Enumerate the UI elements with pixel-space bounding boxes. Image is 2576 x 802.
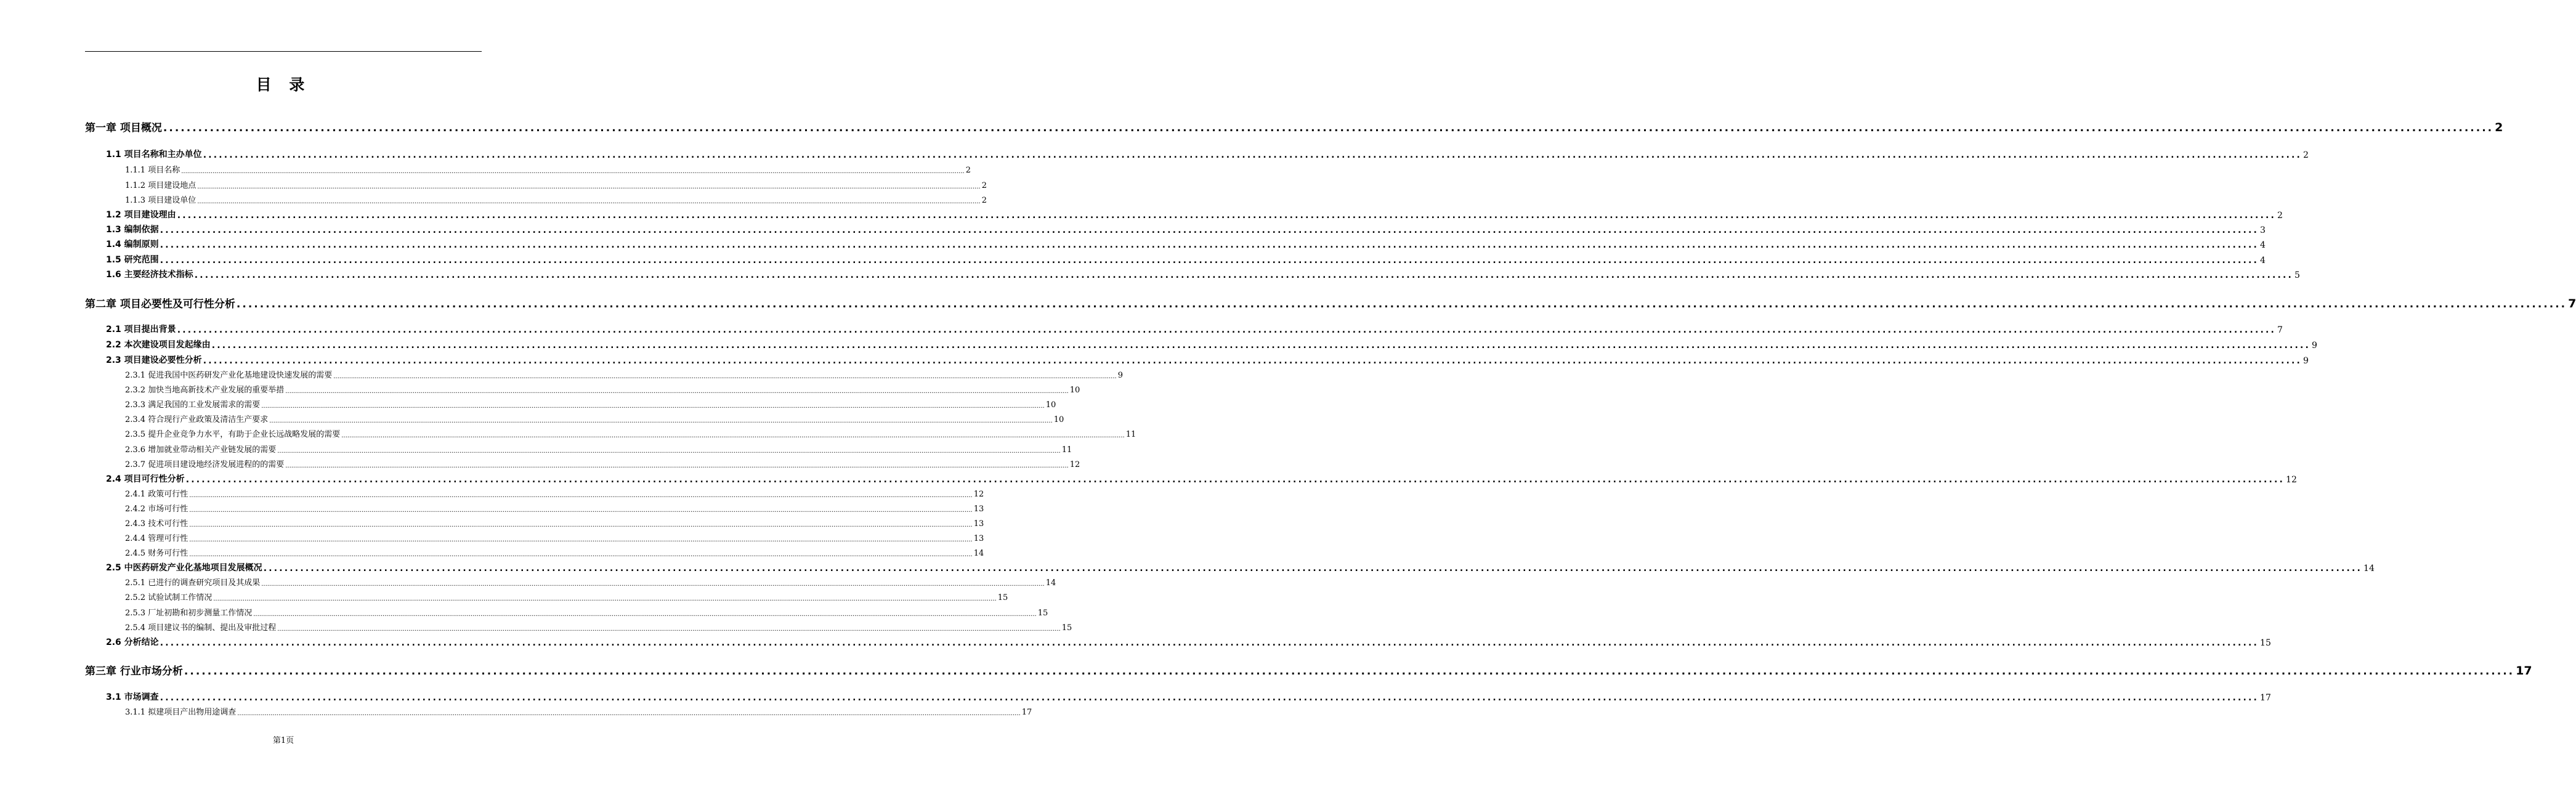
toc-leader-dots: ................................................................................................................................................................................................................................................................................................................................................................................................................ — [197, 184, 981, 190]
toc-entry[interactable] — [106, 268, 2300, 280]
toc-entry-page: 10 — [1069, 386, 1080, 395]
toc-entry-page: 10 — [1053, 415, 1064, 424]
toc-entry-label: 3.1 市场调查 — [106, 692, 159, 702]
toc-entry-label: 1.4 编制原则 — [106, 240, 159, 249]
toc-entry[interactable] — [125, 487, 984, 499]
toc-entry-page: 12 — [2286, 475, 2297, 485]
toc-leader-dots: ................................................................................................................................................................................................................................................................................................................................................................................................................ — [261, 403, 1045, 410]
toc-leader-dots: ................................................................................................................................................................................................................................................................................................................................................................................................................ — [203, 150, 2303, 160]
toc-leader-dots: ................................................................................................................................................................................................................................................................................................................................................................................................................ — [203, 356, 2303, 366]
toc-entry-page: 13 — [973, 504, 984, 514]
toc-leader-dots: ................................................................................................................................................................................................................................................................................................................................................................................................................ — [160, 256, 2259, 265]
toc-leader-dots: ................................................................................................................................................................................................................................................................................................................................................................................................................ — [184, 665, 2515, 678]
toc-entry[interactable] — [125, 443, 1072, 455]
toc-leader-dots: ................................................................................................................................................................................................................................................................................................................................................................................................................ — [341, 432, 1125, 439]
toc-entry-label: 2.4.2 市场可行性 — [125, 504, 188, 514]
toc-leader-dots: ................................................................................................................................................................................................................................................................................................................................................................................................................ — [163, 122, 2494, 134]
toc-entry-label: 2.3.5 提升企业竞争力水平，有助于企业长远战略发展的需要 — [125, 430, 341, 439]
toc-entry-label: 1.2 项目建设理由 — [106, 210, 176, 220]
toc-entry-page: 9 — [2303, 356, 2309, 366]
toc-entry-label: 2.5 中医药研发产业化基地项目发展概况 — [106, 563, 262, 573]
toc-leader-dots: ................................................................................................................................................................................................................................................................................................................................................................................................................ — [177, 211, 2277, 221]
toc-entry-page: 14 — [1045, 578, 1056, 588]
toc-entry[interactable] — [125, 576, 1056, 588]
toc-entry-page: 9 — [2312, 341, 2317, 350]
toc-entry[interactable] — [106, 208, 2283, 221]
page-footer: 第1页 — [272, 736, 294, 745]
toc-entry-page: 12 — [973, 490, 984, 499]
toc-entry[interactable] — [106, 323, 2283, 335]
toc-entry-label: 1.1 项目名称和主办单位 — [106, 150, 202, 160]
toc-entry-page: 4 — [2260, 240, 2266, 250]
toc-entry[interactable] — [125, 705, 1032, 717]
toc-entry-page: 15 — [997, 593, 1008, 602]
page-title: 目 录 — [256, 76, 311, 94]
toc-leader-dots: ................................................................................................................................................................................................................................................................................................................................................................................................................ — [236, 298, 2567, 310]
toc-leader-dots: ................................................................................................................................................................................................................................................................................................................................................................................................................ — [261, 581, 1045, 588]
toc-leader-dots: ................................................................................................................................................................................................................................................................................................................................................................................................................ — [285, 388, 1069, 395]
toc-leader-dots: ................................................................................................................................................................................................................................................................................................................................................................................................................ — [211, 341, 2311, 350]
toc-entry-label: 2.4.1 政策可行性 — [125, 490, 188, 499]
toc-leader-dots: ................................................................................................................................................................................................................................................................................................................................................................................................................ — [269, 418, 1053, 424]
toc-entry-page: 2 — [981, 196, 987, 205]
toc-entry-label: 2.4.4 管理可行性 — [125, 534, 188, 543]
toc-leader-dots: ................................................................................................................................................................................................................................................................................................................................................................................................................ — [181, 168, 965, 175]
toc-entry-label: 1.6 主要经济技术指标 — [106, 270, 193, 280]
toc-entry[interactable] — [106, 691, 2271, 703]
toc-entry-label: 2.3 项目建设必要性分析 — [106, 355, 202, 365]
toc-entry-label: 2.3.2 加快当地高新技术产业发展的重要举措 — [125, 386, 285, 395]
toc-leader-dots: ................................................................................................................................................................................................................................................................................................................................................................................................................ — [285, 463, 1069, 469]
toc-entry[interactable] — [125, 517, 984, 529]
toc-entry-label: 1.1.1 项目名称 — [125, 166, 180, 175]
toc-leader-dots: ................................................................................................................................................................................................................................................................................................................................................................................................................ — [189, 522, 973, 529]
toc-entry-label: 2.3.6 增加就业带动相关产业链发展的需要 — [125, 445, 277, 455]
toc-entry-label: 第三章 行业市场分析 — [85, 665, 183, 678]
toc-entry-page: 17 — [1021, 708, 1032, 717]
toc-leader-dots: ................................................................................................................................................................................................................................................................................................................................................................................................................ — [197, 198, 981, 205]
toc-entry[interactable] — [125, 458, 1080, 469]
toc-entry-page: 9 — [1117, 371, 1123, 380]
toc-entry-label: 2.5.4 项目建议书的编制、提出及审批过程 — [125, 623, 277, 633]
toc-entry[interactable] — [125, 398, 1056, 410]
toc-entry-label: 2.3.3 满足我国的工业发展需求的需要 — [125, 400, 261, 410]
toc-leader-dots: ................................................................................................................................................................................................................................................................................................................................................................................................................ — [189, 551, 973, 558]
toc-entry-label: 2.5.2 试验试制工作情况 — [125, 593, 213, 602]
toc-entry[interactable] — [85, 121, 2503, 134]
toc-leader-dots: ................................................................................................................................................................................................................................................................................................................................................................................................................ — [160, 693, 2259, 703]
toc-entry-page: 15 — [2260, 638, 2271, 648]
toc-leader-dots: ................................................................................................................................................................................................................................................................................................................................................................................................................ — [160, 638, 2259, 648]
toc-entry-page: 11 — [1125, 430, 1136, 439]
toc-entry-page: 17 — [2516, 664, 2532, 678]
toc-entry-page: 11 — [1061, 445, 1072, 455]
toc-leader-dots: ................................................................................................................................................................................................................................................................................................................................................................................................................ — [194, 270, 2294, 280]
toc-entry[interactable] — [125, 621, 1072, 633]
toc-entry[interactable] — [125, 546, 984, 558]
toc-leader-dots: ................................................................................................................................................................................................................................................................................................................................................................................................................ — [213, 596, 997, 602]
toc-entry-page: 15 — [1037, 609, 1048, 618]
toc-entry[interactable] — [125, 532, 984, 543]
toc-entry-page: 14 — [973, 549, 984, 558]
toc-entry-label: 2.4.5 财务可行性 — [125, 549, 188, 558]
toc-leader-dots: ................................................................................................................................................................................................................................................................................................................................................................................................................ — [177, 325, 2277, 335]
toc-entry[interactable] — [106, 472, 2297, 485]
toc-entry-label: 3.1.1 拟建项目产出物用途调查 — [125, 708, 237, 717]
toc-entry[interactable] — [106, 238, 2266, 250]
toc-entry-page: 15 — [1061, 623, 1072, 633]
toc-entry-page: 5 — [2295, 270, 2300, 280]
toc-entry-page: 2 — [2277, 211, 2283, 221]
toc-leader-dots: ................................................................................................................................................................................................................................................................................................................................................................................................................ — [237, 710, 1021, 717]
toc-entry-label: 2.4.3 技术可行性 — [125, 519, 188, 529]
header-rule — [85, 51, 482, 52]
toc-leader-dots: ................................................................................................................................................................................................................................................................................................................................................................................................................ — [189, 492, 973, 499]
toc-entry[interactable] — [125, 163, 971, 175]
toc-entry-label: 第二章 项目必要性及可行性分析 — [85, 298, 235, 310]
toc-entry-label: 2.5.1 已进行的调查研究项目及其成果 — [125, 578, 261, 588]
toc-entry[interactable] — [106, 148, 2309, 160]
toc-entry[interactable] — [125, 413, 1064, 424]
toc-entry-page: 2 — [2495, 121, 2503, 134]
toc-entry[interactable] — [106, 253, 2266, 265]
toc-leader-dots: ................................................................................................................................................................................................................................................................................................................................................................................................................ — [160, 225, 2259, 235]
toc-entry-page: 3 — [2260, 225, 2266, 235]
toc-entry-label: 第一章 项目概况 — [85, 122, 162, 134]
toc-leader-dots: ................................................................................................................................................................................................................................................................................................................................................................................................................ — [277, 448, 1061, 455]
toc-leader-dots: ................................................................................................................................................................................................................................................................................................................................................................................................................ — [160, 240, 2259, 250]
toc-entry-label: 2.3.4 符合现行产业政策及清洁生产要求 — [125, 415, 269, 424]
toc-entry[interactable] — [106, 354, 2309, 366]
toc-entry-page: 2 — [2303, 150, 2309, 160]
toc-entry[interactable] — [106, 561, 2375, 573]
toc-entry[interactable] — [125, 368, 1123, 380]
toc-entry[interactable] — [125, 591, 1008, 602]
toc-entry-label: 1.1.2 项目建设地点 — [125, 181, 196, 190]
toc-entry-page: 7 — [2568, 297, 2576, 310]
toc-entry[interactable] — [125, 179, 987, 190]
toc-entry-label: 2.3.1 促进我国中医药研发产业化基地建设快速发展的需要 — [125, 371, 333, 380]
toc-entry[interactable] — [125, 427, 1136, 439]
toc-entry[interactable] — [125, 193, 987, 205]
toc-entry[interactable] — [106, 338, 2317, 350]
toc-entry-page: 10 — [1045, 400, 1056, 410]
toc-entry-label: 2.4 项目可行性分析 — [106, 474, 185, 484]
toc-leader-dots: ................................................................................................................................................................................................................................................................................................................................................................................................................ — [189, 537, 973, 543]
toc-leader-dots: ................................................................................................................................................................................................................................................................................................................................................................................................................ — [253, 611, 1037, 618]
toc-entry[interactable] — [125, 606, 1048, 618]
toc-entry[interactable] — [125, 502, 984, 514]
toc-entry-page: 2 — [965, 166, 971, 175]
toc-entry-page: 14 — [2363, 564, 2375, 573]
toc-entry[interactable] — [106, 223, 2266, 235]
toc-entry-page: 2 — [981, 181, 987, 190]
toc-entry[interactable] — [85, 664, 2532, 678]
toc-entry-label: 2.3.7 促进项目建设地经济发展进程的的需要 — [125, 460, 285, 469]
toc-leader-dots: ................................................................................................................................................................................................................................................................................................................................................................................................................ — [277, 626, 1061, 633]
toc-leader-dots: ................................................................................................................................................................................................................................................................................................................................................................................................................ — [263, 564, 2363, 573]
toc-entry-label: 2.1 项目提出背景 — [106, 325, 176, 334]
toc-entry-label: 2.2 本次建设项目发起缘由 — [106, 340, 211, 350]
toc-entry-label: 1.5 研究范围 — [106, 255, 159, 265]
toc-leader-dots: ................................................................................................................................................................................................................................................................................................................................................................................................................ — [185, 475, 2285, 485]
toc-leader-dots: ................................................................................................................................................................................................................................................................................................................................................................................................................ — [189, 507, 973, 514]
toc-entry-label: 1.3 编制依据 — [106, 225, 159, 235]
toc-entry-label: 2.6 分析结论 — [106, 638, 159, 647]
toc-entry-page: 7 — [2277, 325, 2283, 335]
toc-entry-page: 13 — [973, 534, 984, 543]
toc-entry-page: 13 — [973, 519, 984, 529]
toc-entry[interactable] — [106, 636, 2271, 648]
toc-leader-dots: ................................................................................................................................................................................................................................................................................................................................................................................................................ — [333, 373, 1117, 380]
toc-entry[interactable] — [125, 383, 1080, 395]
toc-entry-page: 12 — [1069, 460, 1080, 469]
toc-entry-label: 1.1.3 项目建设单位 — [125, 196, 196, 205]
toc-entry-page: 4 — [2260, 256, 2266, 265]
toc-entry-label: 2.5.3 厂址初勘和初步测量工作情况 — [125, 609, 253, 618]
toc-entry[interactable] — [85, 297, 2576, 310]
toc-entry-page: 17 — [2260, 693, 2271, 703]
